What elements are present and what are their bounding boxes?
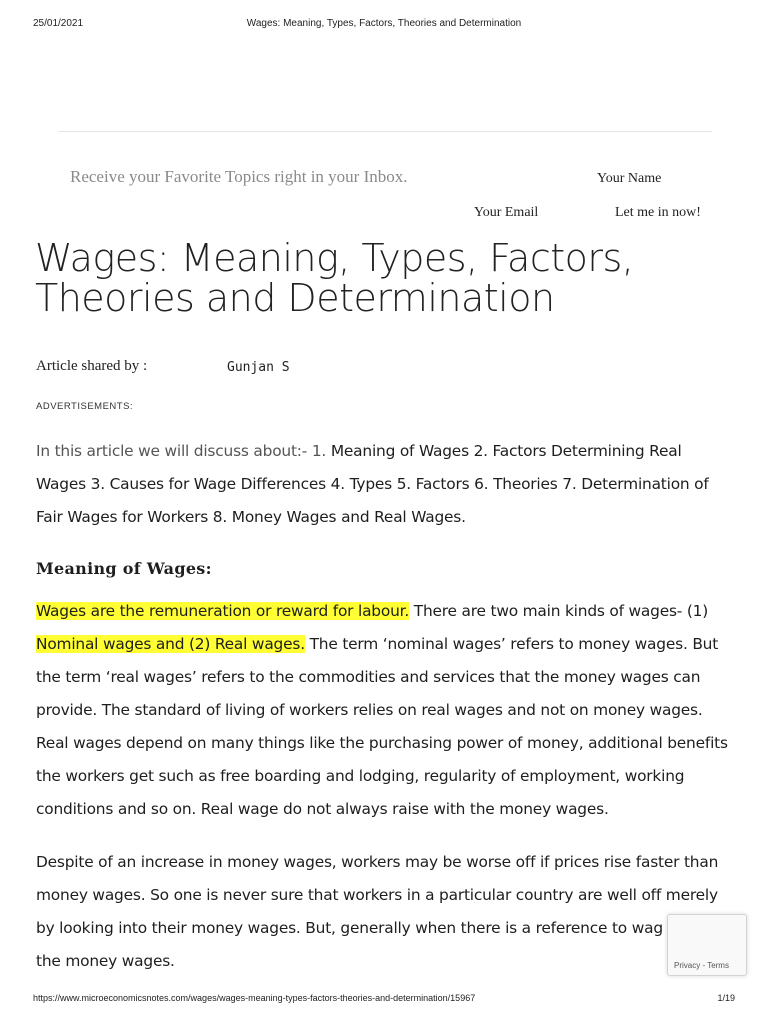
highlight-definition: Wages are the remuneration or reward for labour. [36, 602, 410, 620]
recaptcha-links[interactable]: Privacy - Terms [674, 961, 729, 970]
paragraph-text: the money wages. [36, 952, 175, 970]
print-header [0, 18, 768, 32]
intro-toc: Meaning of Wages 2. Factors Determining Real Wages 3. Causes for Wage Differences 4. Types 5. Factors 6. Theories 7. Determination of Fair Wages for Workers 8. Money Wages and Real Wages. [36, 442, 709, 526]
print-footer [0, 993, 768, 1007]
paragraph-meaning [36, 595, 736, 826]
advertisements-label: ADVERTISEMENTS: [36, 401, 134, 412]
shared-by-label: Article shared by : [36, 358, 148, 374]
print-date: 25/01/2021 [33, 18, 84, 29]
paragraph-text: Despite of an increase in money wages, workers may be worse off if prices rise faster than money wages. So one is never sure that workers in a particular country are well off merely by looking into their money wages. But, generally when there is a reference to wag [36, 853, 719, 937]
name-field[interactable]: Your Name [597, 171, 662, 186]
subscribe-prompt: Receive your Favorite Topics right in your Inbox. [70, 167, 408, 186]
highlight-kinds: Nominal wages and (2) Real wages. [36, 635, 305, 653]
article-title: Wages: Meaning, Types, Factors, Theories and Determination [35, 236, 634, 320]
paragraph-text: There are two main kinds of wages- (1) [409, 602, 709, 620]
paragraph-text: The term ‘nominal wages’ refers to money wages. But the term ‘real wages’ refers to the commodities and services that the money wages can provide. The standard of living of workers relies on real wages and not on money wages. Real wages depend on many things like the purchasing power of money, additional benefits the workers get such as free boarding and lodging, regularity of employment, working conditions and so on. Real wage do not always raise with the money wages. [36, 635, 728, 818]
paragraph-despite [36, 846, 736, 978]
intro-paragraph [36, 435, 736, 534]
recaptcha-badge[interactable] [667, 914, 747, 976]
print-title: Wages: Meaning, Types, Factors, Theories and Determination [246, 18, 522, 29]
section-heading: Meaning of Wages: [36, 559, 212, 578]
divider [58, 131, 712, 132]
intro-lead: In this article we will discuss about:- 1. [36, 442, 331, 460]
author-link[interactable]: Gunjan S [227, 360, 290, 375]
page-number: 1/19 [717, 993, 735, 1003]
footer-url: https://www.microeconomicsnotes.com/wages/wages-meaning-types-factors-theories-and-determination/15967 [33, 993, 476, 1003]
email-field[interactable]: Your Email [474, 205, 539, 220]
subscribe-button[interactable]: Let me in now! [615, 205, 701, 220]
